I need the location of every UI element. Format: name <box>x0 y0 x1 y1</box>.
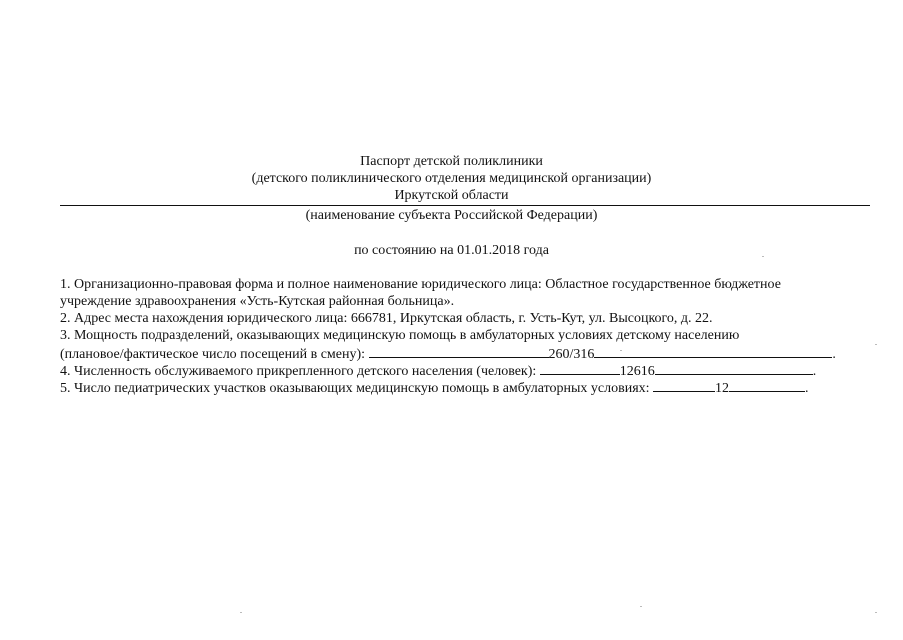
scan-speck <box>240 612 242 613</box>
item-5-value: 12 <box>715 381 730 396</box>
item-3-period: . <box>832 347 836 362</box>
region-caption: (наименование субъекта Российской Федерации) <box>305 208 598 223</box>
scan-speck <box>620 350 622 351</box>
item-3-line-1: 3. Мощность подразделений, оказывающих медицинскую помощь в амбулаторных условиях детскому населению <box>60 328 740 343</box>
item-3-label: (плановое/фактическое число посещений в смену): <box>60 347 366 362</box>
item-1-line-1: 1. Организационно-правовая форма и полное наименование юридического лица: Областное государственное бюджетное <box>60 277 781 292</box>
region-name: Иркутской области <box>394 188 509 203</box>
item-4-period: . <box>812 364 817 379</box>
item-4-value: 12616 <box>619 364 655 379</box>
item-4-label: 4. Численность обслуживаемого прикрепленного детского населения (человек): <box>60 364 537 379</box>
item-5-label: 5. Число педиатрических участков оказывающих медицинскую помощь в амбулаторных условиях: <box>60 381 650 396</box>
item-2-address: 2. Адрес места нахождения юридического лица: 666781, Иркутская область, г. Усть-Кут, ул. Высоцкого, д. 22. <box>60 311 713 326</box>
item-5-blank-after <box>729 378 805 392</box>
document-subtitle: (детского поликлинического отделения медицинской организации) <box>251 171 652 186</box>
item-5-blank-before <box>653 378 715 392</box>
scan-speck <box>640 606 642 607</box>
item-4-blank-after <box>655 361 813 375</box>
item-5-period: . <box>805 381 809 396</box>
region-underline <box>60 205 870 206</box>
as-of-date: по состоянию на 01.01.2018 года <box>354 243 549 258</box>
item-1-line-2: учреждение здравоохранения «Усть-Кутская районная больница». <box>60 294 455 309</box>
item-4-blank-before <box>540 361 620 375</box>
scan-speck <box>875 344 877 345</box>
scan-speck <box>762 256 764 257</box>
scan-speck <box>875 612 877 613</box>
item-5-line <box>60 378 809 397</box>
item-3-blank-after <box>594 344 832 358</box>
document-title: Паспорт детской поликлиники <box>360 154 543 169</box>
item-3-blank-before <box>369 344 549 358</box>
item-3-value: 260/316 <box>548 347 595 362</box>
